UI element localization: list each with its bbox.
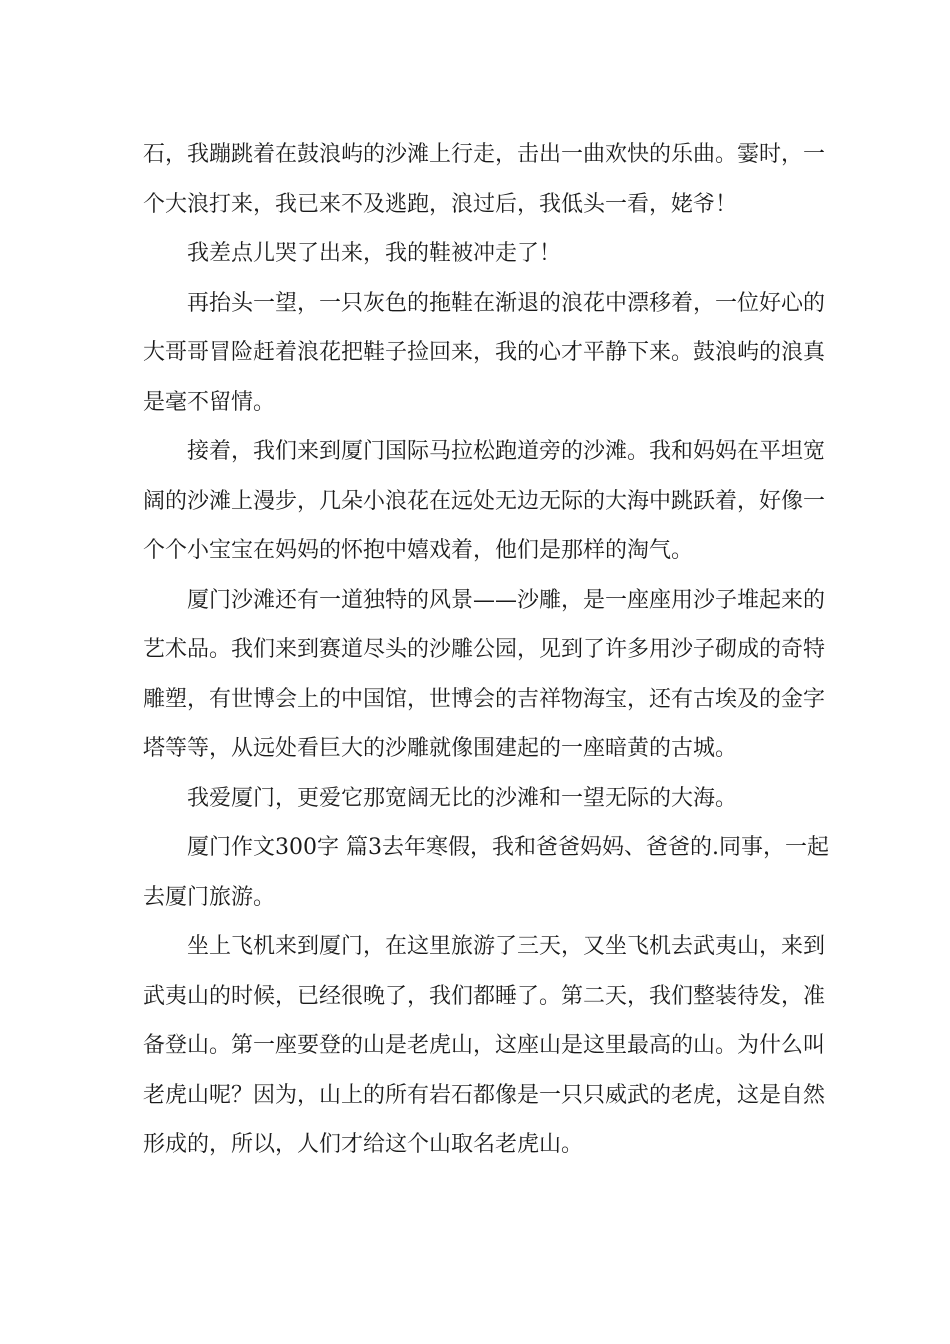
paragraph-5: 厦门沙滩还有一道独特的风景——沙雕，是一座座用沙子堆起来的艺术品。我们来到赛道尽头的沙雕公园，见到了许多用沙子砌成的奇特雕塑，有世博会上的中国馆，世博会的吉祥物海宝，还有古埃及的金字塔等等，从远处看巨大的沙雕就像围建起的一座暗黄的古城。 bbox=[143, 587, 826, 761]
paragraph-6: 我爱厦门，更爱它那宽阔无比的沙滩和一望无际的大海。 bbox=[187, 785, 738, 811]
paragraph-2: 我差点儿哭了出来，我的鞋被冲走了！ bbox=[187, 241, 562, 266]
paragraph-3: 再抬头一望，一只灰色的拖鞋在渐退的浪花中漂移着，一位好心的大哥哥冒险赶着浪花把鞋子捡回来，我的心才平静下来。鼓浪屿的浪真是毫不留情。 bbox=[143, 290, 826, 415]
paragraph-4: 接着，我们来到厦门国际马拉松跑道旁的沙滩。我和妈妈在平坦宽阔的沙滩上漫步，几朵小浪花在远处无边无际的大海中跳跃着，好像一个个小宝宝在妈妈的怀抱中嬉戏着，他们是那样的淘气。 bbox=[143, 439, 826, 563]
paragraph-1: 石，我蹦跳着在鼓浪屿的沙滩上行走，击出一曲欢快的乐曲。霎时，一个大浪打来，我已来不及逃跑，浪过后，我低头一看，姥爷！ bbox=[143, 142, 826, 217]
paragraph-7: 厦门作文300字 篇3去年寒假，我和爸爸妈妈、爸爸的.同事，一起去厦门旅游。 bbox=[143, 835, 829, 910]
document-body bbox=[143, 130, 833, 1170]
paragraph-8: 坐上飞机来到厦门，在这里旅游了三天，又坐飞机去武夷山，来到武夷山的时候，已经很晚了，我们都睡了。第二天，我们整装待发，准备登山。第一座要登的山是老虎山，这座山是这里最高的山。为什么叫老虎山呢？因为，山上的所有岩石都像是一只只威武的老虎，这是自然形成的，所以，人们才给这个山取名老虎山。 bbox=[143, 934, 826, 1157]
